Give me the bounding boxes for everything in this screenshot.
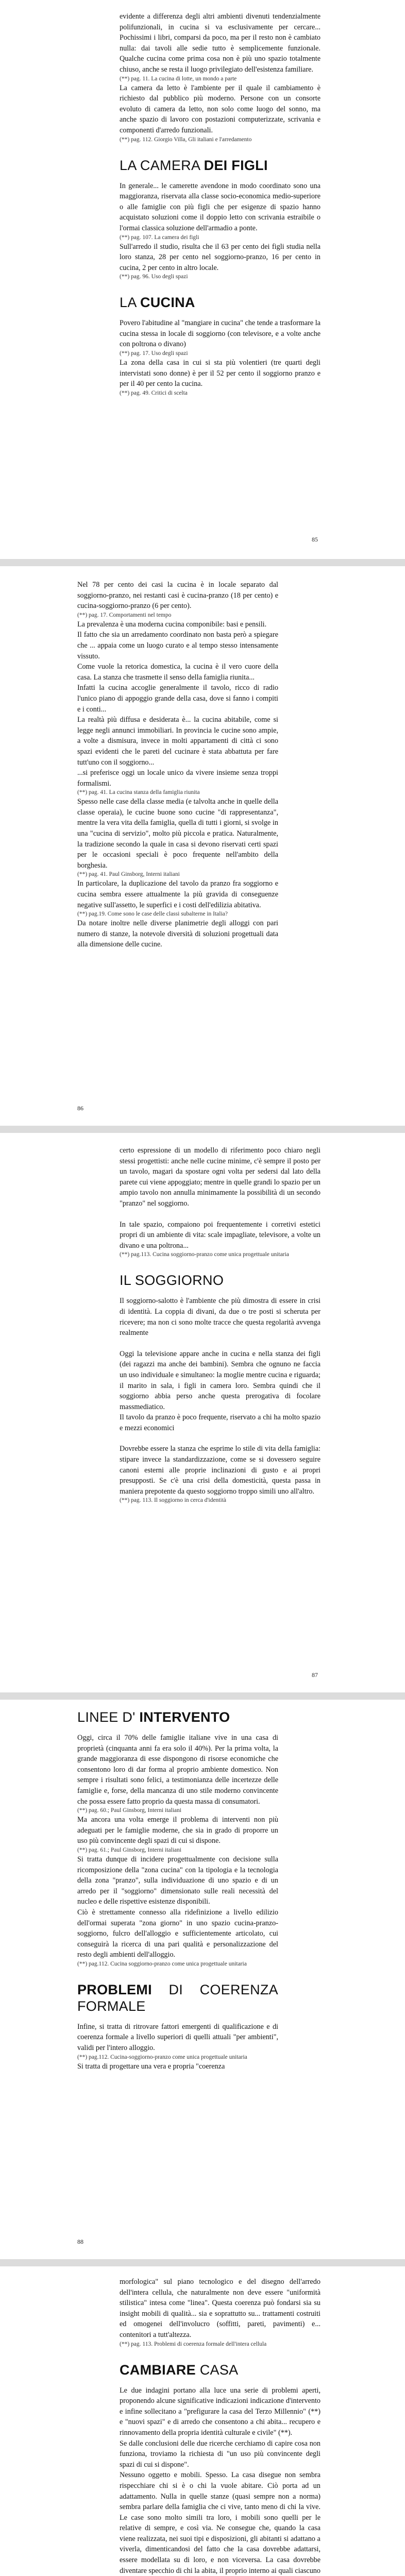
body-text: La realtà più diffusa e desiderata è... la cucina abitabile, come si legge negli annunci immobiliari. In provincia le cucine sono ampie, a volte a dismisura, invece in molti appartamenti di città ci sono spazi evidenti che le pareti del cucinare è stata abbattuta per fare tutt'uno con il soggiorno... — [77, 716, 278, 767]
footnote: (**) pag. 112. Giorgio Villa, Gli italiani e l'arredamento — [120, 136, 252, 143]
page-number: 85 — [312, 536, 318, 543]
page-85-column — [120, 11, 320, 397]
body-text: In particolare, la duplicazione del tavolo da pranzo fra soggiorno e cucina sembra essere attualmente la più gravida di conseguenze negative sull'assetto, le superfici e i costi dell'edilizia abitativa. — [77, 879, 278, 909]
body-text: Si tratta dunque di incidere progettualmente con decisione sulla ricomposizione della "zona cucina" con la tipologia e la tecnologia della zona "pranzo", sulla individuazione di uno spazio e di un arredo per il "soggiorno" dimensionato sulle reali necessità del nucleo e delle rispettive esistenze disponibili. — [77, 1855, 278, 1906]
body-text: Sull'arredo il studio, risulta che il 63 per cento dei figli studia nella loro stanza, 28 per cento nel soggiorno-pranzo, 16 per cento in cucina, 2 per cento in altro locale. — [120, 242, 320, 272]
body-text: Dovrebbe essere la stanza che esprime lo stile di vita della famiglia: stipare invece la standardizzazione, come se si dovessero seguire canoni esterni alle proprie inclinazioni di gusto e ai propri presupposti. Se c'è una crisi della domesticità, questa passa in maniera prepotente da questo soggiorno troppo simili uno all'altro. — [120, 1445, 320, 1496]
footnote: (**) pag. 41. La cucina stanza della famiglia riunita — [77, 789, 200, 796]
body-text: Spesso nelle case della classe media (e talvolta anche in quelle della classe operaia), le cucine buone sono cucine "di rappresentanza", mentre la vera vita della famiglia, quella di tutti i giorni, si svolge in una "cucina di servizio", molto più piccola e pratica. Naturalmente, la tradizione secondo la quale in casa si devono riservati certi spazi per le occasioni speciali è poco frequente nell'ambito della borghesia. — [77, 798, 278, 870]
footnote: (**) pag. 49. Critici di scelta — [120, 389, 188, 396]
body-text: Nel 78 per cento dei casi la cucina è in locale separato dal soggiorno-pranzo, nei restanti casi è cucina-pranzo (18 per cento) e cucina-soggiorno-pranzo (6 per cento). — [77, 581, 278, 611]
heading-soggiorno: IL SOGGIORNO — [120, 1273, 224, 1289]
heading-problemi-coerenza: PROBLEMI DI COERENZA FORMALE — [77, 1981, 278, 2014]
body-text: Nessuno oggetto e mobili. Spesso. La casa disegue non sembra rispecchiare chi si è o chi la vuole abitare. Ciò porta ad un adattamento. Nulla in quelle stanze (quasi sempre non a norma) sembra parlare della famiglia che ci vive, tanto meno di chi la vive. Le case sono molto simili tra loro, i mobili sono quelli per le relative di sempre, e così via. Ne consegue che, quando la casa viene realizzata, nei suoi tipi e disposizioni, gli abitanti si adattano a viverla, dimenticandosi del fatto che la casa dovrebbe adattarsi, essere modellata su di loro, e non viceversa. La casa dovrebbe diventare specchio di chi la abita, il proprio interno ai quali ciascuno — [120, 2471, 320, 2575]
body-text: ...si preferisce oggi un locale unico da vivere insieme senza troppi formalismi. — [77, 769, 278, 788]
footnote: (**) pag. 11. La cucina di lotte, un mondo a parte — [120, 75, 237, 82]
footnote: (**) pag.19. Come sono le case delle classi subalterne in Italia? — [77, 911, 228, 918]
footnote: (**) pag.112. Cucina soggiorno-pranzo come unica progettuale unitaria — [77, 1960, 247, 1967]
body-text: Il soggiorno-salotto è l'ambiente che più dimostra di essere in crisi di identità. La coppia di divani, da due o tre posti si scheruta per ricevere; ma non ci sono molte tracce che questa regolarità avvenga realmente — [120, 1297, 320, 1337]
footnote: (**) pag.113. Cucina soggiorno-pranzo come unica progettuale unitaria — [120, 1251, 289, 1258]
body-text: In generale... le camerette avendone in modo coordinato sono una maggioranza, riservata alla classe socio-economica medio-superiore o alle famiglie con più figli che per esigenze di spazio hanno acquistato soluzioni come il doppio letto con scrivania estraibile o l'ormai classica soluzione dell'armadio a ponte. — [120, 181, 320, 232]
footnote: (**) pag. 17. Uso degli spazi — [120, 350, 188, 357]
body-text: Il tavolo da pranzo è poco frequente, riservato a chi ha molto spazio e mezzi economici — [120, 1413, 320, 1432]
footnote: (**) pag. 41. Paul Ginsborg, Interni italiani — [77, 871, 180, 878]
page-separator — [0, 2259, 405, 2266]
page-separator — [0, 1126, 405, 1133]
body-text: Si tratta di progettare una vera e propria "coerenza — [77, 2062, 225, 2071]
body-text: Ma ancora una volta emerge il problema di interventi non più adeguati per le famiglie moderne, che sia in grado di proporre un uso più convincente degli spazi di cui si dispone. — [77, 1816, 278, 1845]
page-86 — [0, 566, 405, 1126]
footnote: (**) pag. 107. La camera dei figli — [120, 234, 199, 241]
body-text: Oggi la televisione appare anche in cucina e nella stanza dei figli (dei ragazzi ma anche dei bambini). Sembra che ognuno ne faccia un uso individuale e simultaneo: la moglie mentre cucina e riguarda; il marito in sala, i figli in camera loro. Sembra quindi che il soggiorno abbia perso anche questa prerogativa di focolare massmediatico. — [120, 1349, 320, 1411]
page-87-column — [120, 1145, 320, 1504]
body-text: Le due indagini portano alla luce una serie di problemi aperti, proponendo alcune significative indicazioni indicazione d'intervento e infine sollecitano a "prefigurare la casa del Terzo Millennio" (**) e "nuovi spazi" e di arredo che consentono a chi abita... recupero e rinnovamento della propria identità culturale e civile" (**). — [120, 2386, 320, 2437]
body-text: Da notare inoltre nelle diverse planimetrie degli alloggi con pari numero di stanze, la notevole diversità di soluzioni progettuali data alla dimensione delle cucine. — [77, 919, 278, 949]
footnote: (**) pag. 113. Problemi di coerenza formale dell'intera cellula — [120, 2341, 267, 2347]
footnote: (**) pag.112. Cucina-soggiorno-pranzo come unica progettuale unitaria — [77, 2054, 247, 2060]
page-separator — [0, 559, 405, 566]
body-text: La zona della casa in cui si sta più volentieri (tre quarti degli intervistati sono donne) è per il 52 per cento il soggiorno pranzo e per il 40 per cento la cucina. — [120, 359, 320, 388]
body-text: Infatti la cucina accoglie generalmente il tavolo, ricco di radio l'unico piano di appoggio grande della casa, dove si fanno i compiti e i conti... — [77, 684, 278, 714]
page-number: 86 — [77, 1105, 83, 1112]
page-88-column — [77, 1709, 278, 2072]
footnote: (**) pag. 113. Il soggiorno in cerca d'identità — [120, 1497, 226, 1504]
heading-camera-dei-figli: LA CAMERA DEI FIGLI — [120, 157, 268, 173]
page-separator — [0, 1692, 405, 1700]
footnote: (**) pag. 60.; Paul Ginsborg, Interni italiani — [77, 1807, 181, 1814]
page-86-column — [77, 580, 278, 950]
footnote: (**) pag. 96. Uso degli spazi — [120, 274, 188, 280]
heading-cambiare-casa: CAMBIARE CASA — [120, 2362, 239, 2378]
body-text: La camera da letto è l'ambiente per il quale il cambiamento è richiesto dal pubblico più moderno. Persone con un consorte evoluto di camera da letto, non solo come luogo del sonno, ma anche spazio di lavoro con postazioni computerizzate, scrivania e componenti d'arredo funzionali. — [120, 83, 320, 134]
body-text: Povero l'abitudine al "mangiare in cucina" che tende a trasformare la cucina stessa in locale di soggiorno (con televisore, e a volte anche con poltrona o divano) — [120, 319, 320, 349]
body-text: certo espressione di un modello di riferimento poco chiaro negli stessi progettisti: anche nelle cucine minime, c'è sempre il posto per un tavolo, magari da spostare ogni volta per sedersi dal lato della parete cui viene appoggiato; mentre in quelle grandi lo spazio per un ampio tavolo non annulla minimamente la possibilità di un secondo "pranzo" nel soggiorno. — [120, 1146, 320, 1208]
page-number: 87 — [312, 1671, 318, 1679]
heading-linee-intervento: LINEE D' INTERVENTO — [77, 1709, 230, 1725]
body-text: Oggi, circa il 70% delle famiglie italiane vive in una casa di proprietà (cinquanta anni fa era solo il 40%). Per la prima volta, la grande maggioranza di esse dispongono di risorse economiche che consentono loro di dar forma al proprio ambiente domestico. Non sempre i risultati sono felici, a testimonianza delle incertezze delle famiglie e, forse, della mancanza di uno stile moderno convincente che possa essere fatto proprio da questa massa di consumatori. — [77, 1734, 278, 1806]
body-text: Ciò è strettamente connesso alla ridefinizione a livello edilizio dell'ormai superata "zona giorno" in uno spazio cucina-pranzo-soggiorno, fulcro dell'alloggio e sufficientemente articolato, cui conseguirà la ricerca di una pari qualità e personalizzazione del resto degli ambienti dell'alloggio. — [77, 1908, 278, 1959]
body-text: In tale spazio, compaiono poi frequentemente i corretivi estetici propri di un ambiente di vita: scale impagliate, televisore, a volte un divano e una poltrona... — [120, 1220, 320, 1250]
body-text: Il fatto che sia un arredamento coordinato non basta però a spiegare che ... appaia come un luogo curato e al tempo stesso intensamente vissuto. — [77, 631, 278, 660]
footnote: (**) pag. 61.; Paul Ginsborg, Interni italiani — [77, 1846, 181, 1853]
page-number: 88 — [77, 2238, 83, 2245]
page-88 — [0, 1700, 405, 2259]
page-89-column — [120, 2277, 320, 2576]
body-text: Se dalle conclusioni delle due ricerche cerchiamo di capire cosa non funziona, troviamo la richiesta di "un uso più convincente degli spazi di cui si dispone". — [120, 2439, 320, 2469]
body-text: La prevalenza è una moderna cucina componibile: basi e pensili. — [77, 620, 267, 629]
body-text: evidente a differenza degli altri ambienti divenuti tendenzialmente polifunzionali, in cucina si va esclusivamente per cercare... Pochissimi i libri, comparsi da poco, ma per il resto non è cambiato nulla: dai tavoli alle sedie tutto è semplicemente funzionale. Qualche cucina come prima cosa non è più uno spazio totalmente chiuso, anche se resta il luogo privilegiato dell'esistenza familiare. — [120, 12, 320, 74]
page-87 — [0, 1133, 405, 1692]
body-text: morfologica" sul piano tecnologico e del disegno dell'arredo dell'intera cellula, che naturalmente non deve essere "uniformità stilistica" intesa come "linea". Questa coerenza può fondarsi sia su insight mobili di qualità... sia e soprattutto su... trattamenti costruiti ed omogenei dell'involucro (soffitti, pareti, pavimenti) e... contenitori a tutt'altezza. — [120, 2278, 320, 2339]
footnote: (**) pag. 17. Comportamenti nel tempo — [77, 612, 172, 618]
page-85 — [0, 0, 405, 559]
body-text: Come vuole la retorica domestica, la cucina è il vero cuore della casa. La stanza che trasmette il senso della famiglia riunita... — [77, 663, 278, 682]
heading-cucina: LA CUCINA — [120, 295, 195, 311]
page-89 — [0, 2266, 405, 2576]
body-text: Infine, si tratta di ritrovare fattori emergenti di qualificazione e di coerenza formale a livello superiori di quelli attuali "per ambienti", validi per l'intero alloggio. — [77, 2022, 278, 2053]
